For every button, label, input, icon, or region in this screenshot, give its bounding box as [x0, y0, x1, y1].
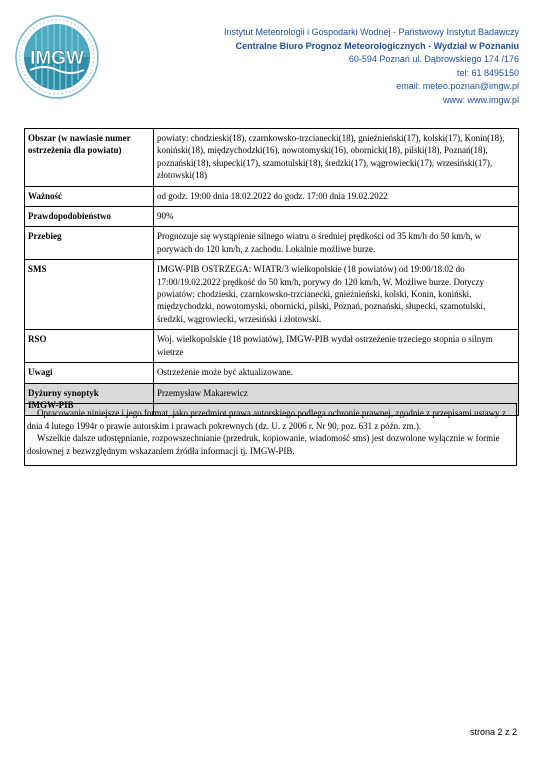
logo-text: IMGW [30, 48, 84, 69]
duty-label-line-2: IMGW-PIB [28, 399, 74, 410]
email: email: meteo.poznan@imgw.pl [396, 81, 519, 92]
row-sms [25, 260, 519, 330]
remarks-label: Uwagi [25, 363, 154, 383]
imgw-logo [14, 14, 100, 100]
probability-value: 90% [154, 207, 519, 227]
institute-name: Instytut Meteorologii i Gospodarki Wodnej - Państwowy Instytut Badawczy [224, 27, 519, 37]
website: www: www.imgw.pl [442, 94, 519, 105]
area-label: Obszar (w nawiasie numer ostrzeżenia dla powiatu) [25, 129, 154, 187]
address: 60-594 Poznań ul. Dąbrowskiego 174 /176 [348, 54, 519, 65]
phone: tel: 61 8495150 [456, 67, 519, 78]
duty-value: Przemysław Makarewicz [154, 383, 519, 416]
probability-label: Prawdopodobieństwo [25, 207, 154, 227]
validity-value: od godz. 19:00 dnia 18.02.2022 do godz. 17:00 dnia 19.02.2022 [154, 186, 519, 206]
area-value: powiaty: chodzieski(18), czarnkowsko-trzcianecki(18), gnieźnieński(17), kolski(17), Konin(18), koniński(18), międzychodzki(16), nowotomyski(16), obornicki(18), pilski(18), Poznań(18), poznański(18), słupecki(17), szamotulski(18), średzki(17), wągrowiecki(17), wrzesiński(17), złotowski(18) [154, 129, 519, 187]
office-name: Centralne Biuro Prognoz Meteorologicznych - Wydział w Poznaniu [235, 40, 519, 51]
rso-label: RSO [25, 330, 154, 363]
notice-paragraph-2: Wszelkie dalsze udostępnianie, rozpowszechnianie (przedruk, kopiowanie, wiadomość sms) jest dozwolone wyłącznie w formie dosłownej z bezwzględnym wskazaniem źródła informacji tj. IMGW-PIB. [27, 433, 500, 456]
copyright-notice [24, 403, 517, 466]
duty-label-line-1: Dyżurny synoptyk [28, 387, 99, 398]
sms-value: IMGW-PIB OSTRZEGA: WIATR/3 wielkopolskie (18 powiatów) od 19:00/18.02 do 17:00/19.02.2022 prędkość do 50 km/h, porywy do 120 km/h, W. Możliwe burze. Dotyczy powiatów: chodzieski, czarnkowsko-trzcianecki, gnieźnieński, kolski, Konin, koniński, międzychodzki, nowotomyski, obornicki, pilski, Poznań, poznański, słupecki, szamotulski, średzki, wągrowiecki, wrzesiński i złotowski. [154, 260, 519, 330]
row-course [25, 227, 519, 260]
row-probability [25, 207, 519, 227]
sms-label: SMS [25, 260, 154, 330]
row-remarks [25, 363, 519, 383]
warning-table [24, 128, 519, 416]
notice-paragraph-1: Opracowanie niniejsze i jego format, jako przedmiot prawa autorskiego podlega ochronie prawnej, zgodnie z przepisami ustawy z dnia 4 lutego 1994r o prawie autorskim i prawach pokrewnych (dz. U. z 2006 r. Nr 90, poz. 631 z późn. zm.). [27, 408, 506, 431]
course-value: Prognozuje się wystąpienie silnego wiatru o średniej prędkości od 35 km/h do 50 km/h, w porywach do 120 km/h, z zachodu. Lokalnie możliwe burze. [154, 227, 519, 260]
row-validity [25, 186, 519, 206]
course-label: Przebieg [25, 227, 154, 260]
page-number: strona 2 z 2 [469, 727, 517, 737]
remarks-value: Ostrzeżenie może być aktualizowane. [154, 363, 519, 383]
row-rso [25, 330, 519, 363]
rso-value: Woj. wielkopolskie (18 powiatów), IMGW-PIB wydał ostrzeżenie trzeciego stopnia o silnym wietrze [154, 330, 519, 363]
row-area [25, 129, 519, 187]
institute-header [224, 26, 519, 108]
validity-label: Ważność [25, 186, 154, 206]
